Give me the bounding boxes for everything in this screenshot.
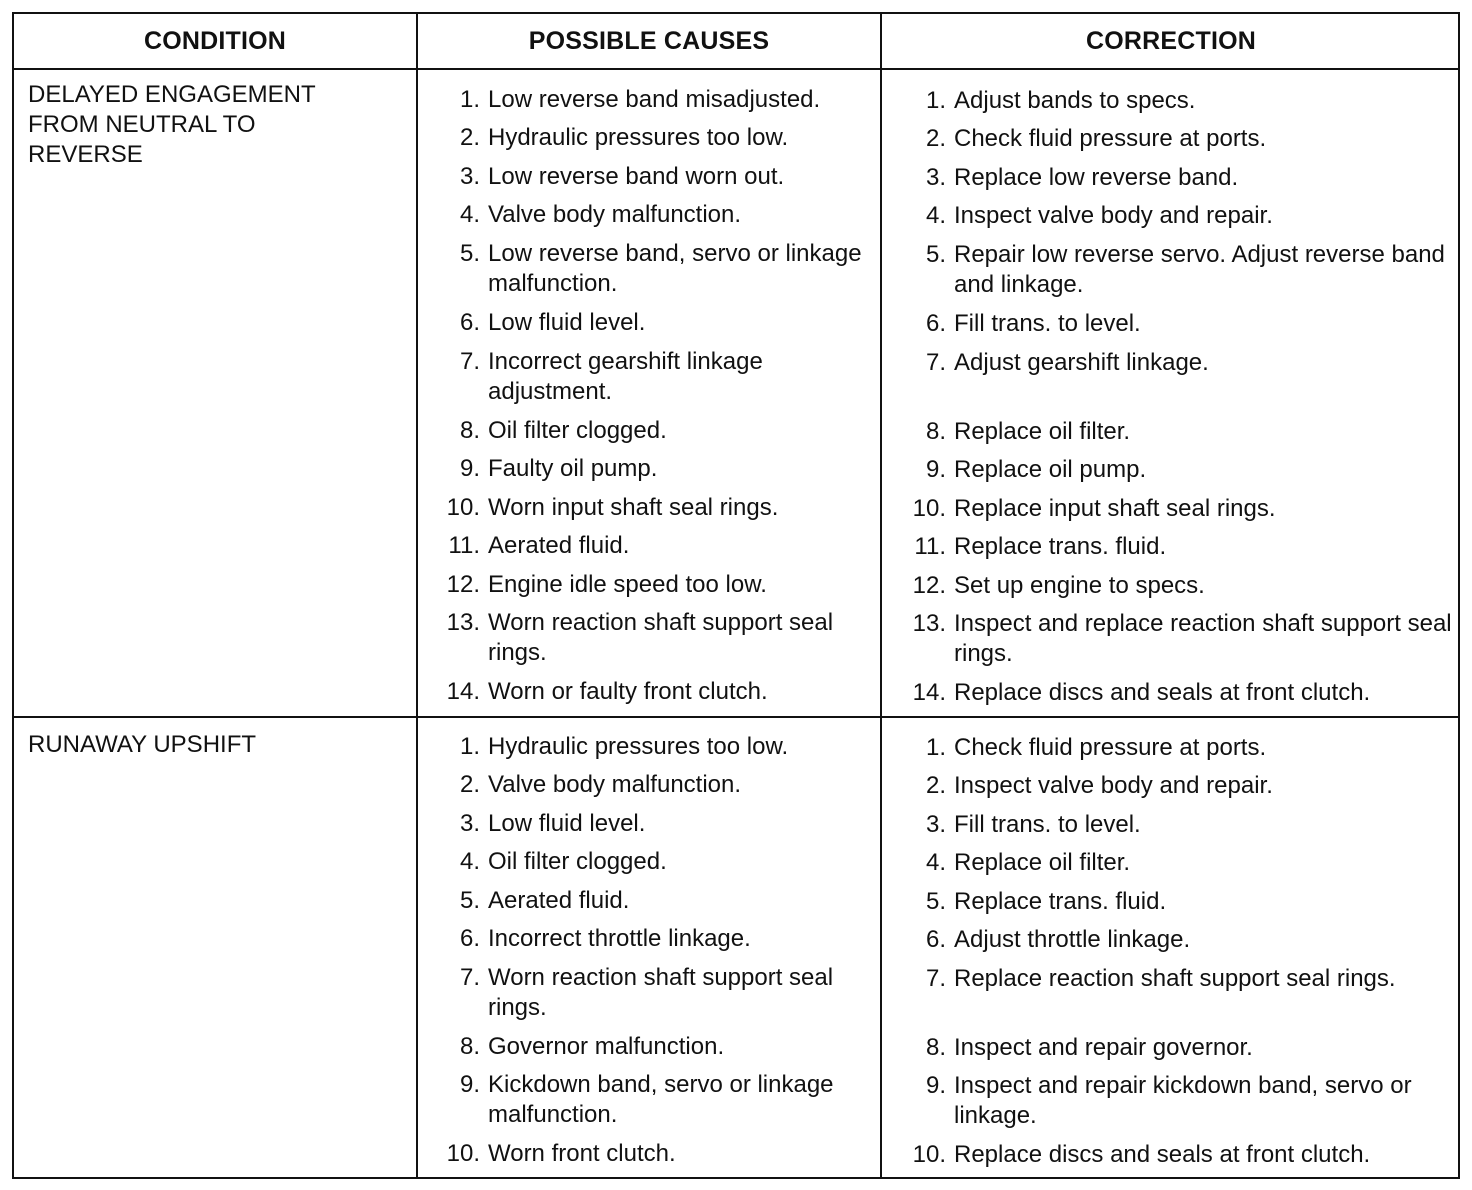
item-text: Inspect and repair governor. <box>954 1034 1253 1061</box>
item-text: Adjust gearshift linkage. <box>954 349 1209 376</box>
item-number: 4. <box>459 848 480 875</box>
item-number: 14. <box>912 679 946 706</box>
column-divider <box>880 14 882 1177</box>
item-number: 10. <box>446 494 480 521</box>
item-text: Low fluid level. <box>488 810 646 837</box>
row-divider <box>14 716 1458 718</box>
item-text: Replace discs and seals at front clutch. <box>954 1141 1371 1168</box>
item-text: Inspect valve body and repair. <box>954 202 1273 229</box>
item-number: 6. <box>459 925 480 952</box>
item-text: Replace discs and seals at front clutch. <box>954 679 1371 706</box>
item-text: Adjust bands to specs. <box>954 87 1196 114</box>
item-number: 8. <box>925 1034 946 1061</box>
header-possible-causes: POSSIBLE CAUSES <box>528 26 770 55</box>
item-number: 10. <box>912 495 946 522</box>
item-number: 3. <box>925 164 946 191</box>
item-number: 4. <box>925 849 946 876</box>
item-number: 13. <box>446 609 480 636</box>
item-number: 10. <box>446 1140 480 1167</box>
item-number: 9. <box>925 456 946 483</box>
item-number: 4. <box>925 202 946 229</box>
item-number: 10. <box>912 1141 946 1168</box>
condition-cell: RUNAWAY UPSHIFT <box>28 731 257 758</box>
item-number: 11. <box>448 532 480 559</box>
item-number: 5. <box>925 888 946 915</box>
item-text: Worn front clutch. <box>488 1140 676 1167</box>
item-text: Aerated fluid. <box>488 887 630 914</box>
item-number: 2. <box>459 771 480 798</box>
item-number: 5. <box>459 887 480 914</box>
item-number: 7. <box>925 965 946 992</box>
item-number: 12. <box>446 571 480 598</box>
header-correction: CORRECTION <box>1085 26 1257 55</box>
item-text: Replace oil filter. <box>954 418 1131 445</box>
item-number: 3. <box>459 163 480 190</box>
item-text: Replace input shaft seal rings. <box>954 495 1276 522</box>
item-text: Inspect valve body and repair. <box>954 772 1273 799</box>
item-text: Inspect and replace reaction shaft support seal rings. <box>954 610 1452 667</box>
item-number: 6. <box>459 309 480 336</box>
item-text: Kickdown band, servo or linkage malfunction. <box>488 1071 834 1128</box>
item-text: Hydraulic pressures too low. <box>488 124 789 151</box>
item-number: 2. <box>925 125 946 152</box>
item-text: Valve body malfunction. <box>488 201 742 228</box>
header-divider <box>14 68 1458 70</box>
item-text: Incorrect gearshift linkage adjustment. <box>488 348 763 405</box>
item-number: 13. <box>912 610 946 637</box>
item-number: 8. <box>459 1033 480 1060</box>
item-text: Replace reaction shaft support seal rings. <box>954 965 1396 992</box>
item-number: 5. <box>925 241 946 268</box>
item-number: 9. <box>459 455 480 482</box>
item-text: Valve body malfunction. <box>488 771 742 798</box>
condition-cell: DELAYED ENGAGEMENT FROM NEUTRAL TO REVERSE <box>28 81 316 168</box>
item-number: 9. <box>459 1071 480 1098</box>
item-text: Faulty oil pump. <box>488 455 658 482</box>
item-text: Engine idle speed too low. <box>488 571 767 598</box>
item-text: Adjust throttle linkage. <box>954 926 1191 953</box>
item-text: Replace oil pump. <box>954 456 1147 483</box>
item-text: Hydraulic pressures too low. <box>488 733 789 760</box>
item-number: 9. <box>925 1072 946 1099</box>
item-number: 3. <box>925 811 946 838</box>
item-text: Incorrect throttle linkage. <box>488 925 751 952</box>
item-text: Low reverse band, servo or linkage malfunction. <box>488 240 862 297</box>
item-text: Low reverse band misadjusted. <box>488 86 821 113</box>
item-text: Replace oil filter. <box>954 849 1131 876</box>
item-text: Repair low reverse servo. Adjust reverse band and linkage. <box>954 241 1445 298</box>
item-number: 8. <box>459 417 480 444</box>
item-number: 2. <box>925 772 946 799</box>
item-text: Worn reaction shaft support seal rings. <box>488 609 834 666</box>
item-text: Worn reaction shaft support seal rings. <box>488 964 834 1021</box>
item-text: Replace trans. fluid. <box>954 888 1167 915</box>
item-number: 8. <box>925 418 946 445</box>
item-number: 4. <box>459 201 480 228</box>
item-text: Check fluid pressure at ports. <box>954 734 1267 761</box>
item-text: Check fluid pressure at ports. <box>954 125 1267 152</box>
item-number: 7. <box>459 964 480 991</box>
item-number: 6. <box>925 310 946 337</box>
header-condition: CONDITION <box>143 26 287 55</box>
item-text: Worn input shaft seal rings. <box>488 494 779 521</box>
item-number: 14. <box>446 678 480 705</box>
item-number: 7. <box>459 348 480 375</box>
item-text: Fill trans. to level. <box>954 310 1141 337</box>
item-number: 1. <box>925 734 946 761</box>
item-text: Worn or faulty front clutch. <box>488 678 768 705</box>
item-text: Low fluid level. <box>488 309 646 336</box>
item-text: Replace low reverse band. <box>954 164 1239 191</box>
item-text: Low reverse band worn out. <box>488 163 785 190</box>
item-text: Oil filter clogged. <box>488 417 667 444</box>
item-text: Aerated fluid. <box>488 532 630 559</box>
item-number: 3. <box>459 810 480 837</box>
troubleshooting-table <box>12 12 1460 1179</box>
item-text: Replace trans. fluid. <box>954 533 1167 560</box>
item-text: Inspect and repair kickdown band, servo or linkage. <box>954 1072 1412 1129</box>
item-number: 1. <box>925 87 946 114</box>
item-text: Governor malfunction. <box>488 1033 725 1060</box>
item-number: 11. <box>914 533 946 560</box>
item-text: Oil filter clogged. <box>488 848 667 875</box>
item-text: Fill trans. to level. <box>954 811 1141 838</box>
item-number: 7. <box>925 349 946 376</box>
item-number: 5. <box>459 240 480 267</box>
item-text: Set up engine to specs. <box>954 572 1205 599</box>
item-number: 1. <box>459 733 480 760</box>
column-divider <box>416 14 418 1177</box>
item-number: 6. <box>925 926 946 953</box>
item-number: 2. <box>459 124 480 151</box>
item-number: 12. <box>912 572 946 599</box>
item-number: 1. <box>459 86 480 113</box>
